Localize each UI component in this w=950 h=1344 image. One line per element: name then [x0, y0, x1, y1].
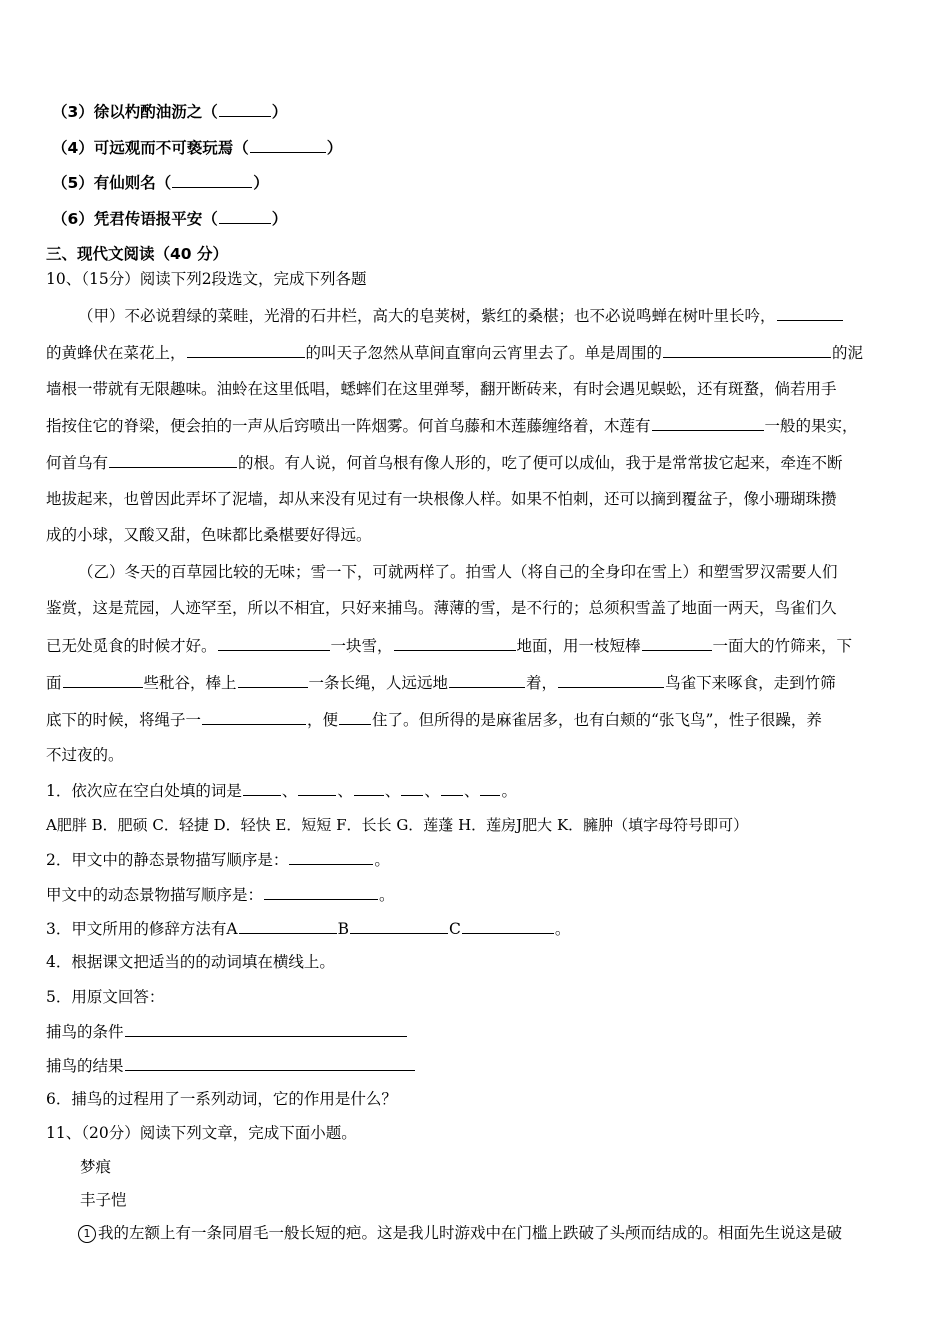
- item-4-close: ）: [326, 139, 343, 157]
- item-4-label: （4）可远观而不可亵玩焉（: [52, 139, 249, 157]
- jia-line-1: [78, 305, 844, 326]
- blank: [125, 1021, 407, 1037]
- blank: [298, 780, 336, 796]
- blank: [109, 452, 237, 468]
- q10-header: 10、（15分）阅读下列2段选文，完成下列各题: [46, 270, 367, 288]
- blank: [394, 635, 516, 651]
- item-6-close: ）: [271, 210, 288, 228]
- sep: 、: [384, 782, 401, 800]
- blank: [558, 672, 664, 688]
- yi-l5-b: ，便: [307, 711, 339, 729]
- item-5-label: （5）有仙则名（: [52, 174, 172, 192]
- question-2b-text: 甲文中的动态景物描写顺序是：: [46, 886, 264, 904]
- blank: [238, 672, 308, 688]
- blank: [441, 780, 463, 796]
- jia-line-7: 成的小球，又酸又甜，色味都比桑椹要好得远。: [46, 526, 372, 544]
- jia-line-3: 墙根一带就有无限趣味。油蛉在这里低唱，蟋蟀们在这里弹琴，翻开断砖来，有时会遇见蜈蚣，还有斑蝥，倘若用手: [46, 380, 837, 398]
- blank: [642, 635, 712, 651]
- yi-l3-c: 地面，用一枝短棒: [516, 637, 641, 655]
- question-2b-end: 。: [379, 886, 395, 904]
- yi-l4-e: 鸟雀下来啄食，走到竹筛: [665, 674, 836, 692]
- item-4-blank: [250, 137, 326, 153]
- blank: [339, 709, 371, 725]
- sep: 、: [424, 782, 440, 800]
- sep: 、: [463, 782, 480, 800]
- jia-l1-text: （甲）不必说碧绿的菜畦，光滑的石井栏，高大的皂荚树，紫红的桑椹；也不必说鸣蝉在树叶里长吟，: [78, 307, 776, 325]
- yi-l4-a: 面: [46, 674, 62, 692]
- q11-header: 11、（20分）阅读下列文章，完成下面小题。: [46, 1124, 357, 1142]
- yi-l5-c: 住了。但所得的是麻雀居多，也有白颊的“张飞鸟”，性子很躁，养: [372, 711, 822, 729]
- article-author: 丰子恺: [80, 1191, 127, 1209]
- item-4: [52, 137, 342, 158]
- yi-line-4: [46, 672, 836, 693]
- sep: 、: [337, 782, 353, 800]
- item-5-close: ）: [253, 174, 269, 192]
- question-6: 6．捕鸟的过程用了一系列动词，它的作用是什么？: [46, 1090, 397, 1108]
- blank: [289, 849, 373, 865]
- blank: [401, 780, 423, 796]
- yi-line-1: （乙）冬天的百草园比较的无味；雪一下，可就两样了。拍雪人（将自己的全身印在雪上）和塑雪罗汉需要人们: [78, 563, 838, 581]
- blank: [354, 780, 384, 796]
- blank: [480, 780, 500, 796]
- yi-l3-a: 已无处觅食的时候才好。: [46, 637, 217, 655]
- item-6-blank: [219, 208, 271, 224]
- jia-l4-a: 指按住它的脊梁，便会拍的一声从后窍喷出一阵烟雾。何首乌藤和木莲藤缠络着，木莲有: [46, 417, 651, 435]
- yi-line-2: 鉴赏，这是荒园，人迹罕至，所以不相宜，只好来捕鸟。薄薄的雪，是不行的；总须积雪盖了地面一两天，鸟雀们久: [46, 599, 837, 617]
- item-6-label: （6）凭君传语报平安（: [52, 210, 218, 228]
- yi-l3-d: 一面大的竹筛来，下: [712, 637, 853, 655]
- jia-l2-b: 的叫天子忽然从草间直窜向云宵里去了。单是周围的: [305, 344, 663, 362]
- question-2b: [46, 884, 395, 905]
- question-5a-text: 捕鸟的条件: [46, 1023, 124, 1041]
- question-5b: [46, 1055, 416, 1076]
- paragraph-1-text: 我的左额上有一条同眉毛一般长短的疤。这是我儿时游戏中在门槛上跌破了头颅而结成的。相面先生说这是破: [98, 1224, 843, 1242]
- jia-l2-c: 的泥: [832, 344, 864, 362]
- question-1-options: A肥胖 B．肥硕 C．轻捷 D．轻快 E．短短 F．长长 G．莲蓬 H．莲房J肥大 K．臃肿（填字母符号即可）: [46, 816, 749, 834]
- item-5: [52, 172, 269, 193]
- yi-l4-c: 一条长绳，人远远地: [308, 674, 449, 692]
- blank: [449, 672, 525, 688]
- yi-line-3: [46, 635, 852, 656]
- jia-line-4: [46, 415, 858, 436]
- item-3-blank: [219, 101, 271, 117]
- question-4: 4．根据课文把适当的的动词填在横线上。: [46, 953, 335, 971]
- question-3-text: 3．甲文所用的修辞方法有A: [46, 920, 238, 938]
- jia-l4-b: 一般的果实，: [764, 417, 858, 435]
- paragraph-number: 1: [78, 1225, 96, 1243]
- item-5-blank: [172, 172, 252, 188]
- yi-l4-b: 些秕谷，棒上: [143, 674, 237, 692]
- question-5: 5．用原文回答：: [46, 988, 165, 1006]
- blank: [350, 918, 448, 934]
- question-2a-end: 。: [374, 851, 390, 869]
- blank: [125, 1055, 415, 1071]
- question-3-b: B: [337, 920, 349, 938]
- blank: [462, 918, 554, 934]
- question-3-c: C: [448, 920, 461, 938]
- question-5b-text: 捕鸟的结果: [46, 1057, 124, 1075]
- blank: [218, 635, 330, 651]
- yi-l3-b: 一块雪，: [330, 637, 393, 655]
- item-3-close: ）: [271, 103, 288, 121]
- blank: [63, 672, 143, 688]
- jia-line-6: 地拔起来，也曾因此弄坏了泥墙，却从来没有见过有一块根像人样。如果不怕刺，还可以摘到覆盆子，像小珊瑚珠攒: [46, 490, 837, 508]
- blank: [264, 884, 378, 900]
- sep: 、: [281, 782, 298, 800]
- question-5a: [46, 1021, 408, 1042]
- yi-l4-d: 着，: [526, 674, 558, 692]
- yi-line-5: [46, 709, 822, 730]
- jia-l2-a: 的黄蜂伏在菜花上，: [46, 344, 186, 362]
- blank: [652, 415, 764, 431]
- jia-l5-b: 的根。有人说，何首乌根有像人形的，吃了便可以成仙，我于是常常拔它起来，牵连不断: [238, 454, 843, 472]
- blank: [777, 305, 843, 321]
- item-3-label: （3）徐以杓酌油沥之（: [52, 103, 218, 121]
- jia-line-2: [46, 342, 863, 363]
- jia-l5-a: 何首乌有: [46, 454, 109, 472]
- question-1-text: 1．依次应在空白处填的词是: [46, 782, 242, 800]
- section-title: 三、现代文阅读（40 分）: [46, 245, 228, 263]
- yi-l5-a: 底下的时候，将绳子一: [46, 711, 202, 729]
- jia-line-5: [46, 452, 843, 473]
- question-2a: [46, 849, 390, 870]
- blank: [663, 342, 831, 358]
- paragraph-1: [78, 1223, 842, 1243]
- question-1-end: 。: [501, 782, 517, 800]
- blank: [239, 918, 337, 934]
- item-3: [52, 101, 287, 122]
- article-title: 梦痕: [80, 1158, 112, 1176]
- item-6: [52, 208, 287, 229]
- blank: [202, 709, 306, 725]
- yi-line-6: 不过夜的。: [46, 746, 124, 764]
- question-3: [46, 918, 570, 939]
- question-2a-text: 2．甲文中的静态景物描写顺序是：: [46, 851, 289, 869]
- blank: [187, 342, 305, 358]
- blank: [243, 780, 281, 796]
- question-3-end: 。: [554, 920, 571, 938]
- question-1: [46, 780, 517, 801]
